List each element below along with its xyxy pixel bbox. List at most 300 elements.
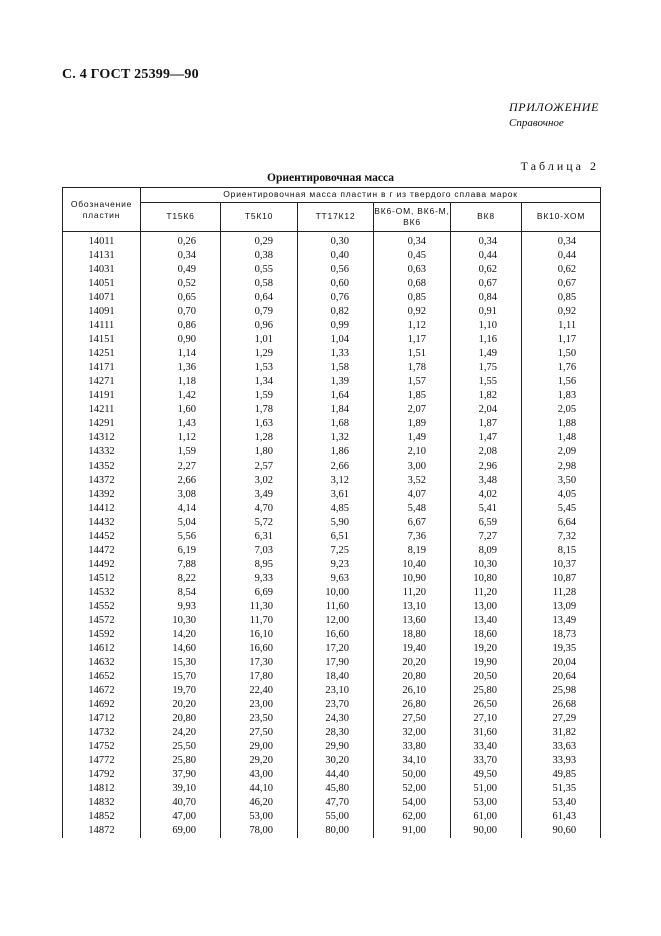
mass-value-cell: 0,79 [221,305,298,319]
mass-value-cell: 1,29 [221,347,298,361]
plate-code-cell: 14852 [63,810,141,824]
mass-value-cell: 11,20 [451,586,522,600]
mass-value-cell: 24,30 [298,712,374,726]
mass-value-cell: 46,20 [221,796,298,810]
mass-value-cell: 7,36 [374,530,451,544]
mass-value-cell: 3,02 [221,474,298,488]
plate-code-cell: 14271 [63,375,141,389]
mass-value-cell: 16,10 [221,628,298,642]
mass-value-cell: 1,63 [221,417,298,431]
mass-value-cell: 25,98 [522,684,601,698]
mass-value-cell: 22,40 [221,684,298,698]
mass-value-cell: 16,60 [221,642,298,656]
mass-value-cell: 0,58 [221,277,298,291]
mass-value-cell: 1,49 [451,347,522,361]
mass-value-cell: 1,39 [298,375,374,389]
mass-value-cell: 1,11 [522,319,601,333]
mass-value-cell: 6,64 [522,516,601,530]
mass-value-cell: 2,05 [522,403,601,417]
mass-value-cell: 0,85 [522,291,601,305]
mass-value-cell: 4,14 [141,502,221,516]
table-row [63,740,601,754]
mass-value-cell: 9,33 [221,572,298,586]
plate-code-cell: 14512 [63,572,141,586]
mass-value-cell: 25,80 [141,754,221,768]
mass-value-cell: 0,52 [141,277,221,291]
mass-value-cell: 16,60 [298,628,374,642]
mass-value-cell: 49,85 [522,768,601,782]
table-row [63,558,601,572]
mass-value-cell: 20,64 [522,670,601,684]
mass-value-cell: 62,00 [374,810,451,824]
mass-value-cell: 31,60 [451,726,522,740]
mass-value-cell: 7,25 [298,544,374,558]
plate-code-cell: 14692 [63,698,141,712]
mass-value-cell: 11,20 [374,586,451,600]
mass-value-cell: 0,62 [522,263,601,277]
mass-value-cell: 1,51 [374,347,451,361]
mass-value-cell: 18,73 [522,628,601,642]
table-row [63,361,601,375]
mass-value-cell: 17,90 [298,656,374,670]
mass-value-cell: 1,17 [522,333,601,347]
plate-code-cell: 14772 [63,754,141,768]
mass-value-cell: 23,70 [298,698,374,712]
mass-value-cell: 33,93 [522,754,601,768]
mass-value-cell: 20,20 [374,656,451,670]
mass-value-cell: 2,04 [451,403,522,417]
mass-value-cell: 53,00 [451,796,522,810]
table-row [63,698,601,712]
mass-value-cell: 19,35 [522,642,601,656]
mass-value-cell: 1,43 [141,417,221,431]
table-row [63,263,601,277]
mass-value-cell: 30,20 [298,754,374,768]
mass-value-cell: 1,88 [522,417,601,431]
mass-value-cell: 5,56 [141,530,221,544]
plate-code-cell: 14091 [63,305,141,319]
plate-code-cell: 14612 [63,642,141,656]
mass-value-cell: 1,10 [451,319,522,333]
mass-value-cell: 5,72 [221,516,298,530]
header-grade: Т5К10 [221,202,298,231]
mass-value-cell: 28,30 [298,726,374,740]
mass-value-cell: 10,00 [298,586,374,600]
mass-value-cell: 0,63 [374,263,451,277]
mass-value-cell: 11,30 [221,600,298,614]
mass-value-cell: 0,34 [451,232,522,250]
mass-value-cell: 5,90 [298,516,374,530]
table-row [63,572,601,586]
plate-code-cell: 14332 [63,445,141,459]
plate-code-cell: 14011 [63,232,141,250]
mass-value-cell: 33,40 [451,740,522,754]
mass-value-cell: 6,59 [451,516,522,530]
mass-value-cell: 3,00 [374,460,451,474]
mass-value-cell: 0,34 [141,249,221,263]
appendix-label [509,100,599,129]
table-row [63,614,601,628]
plate-code-cell: 14312 [63,431,141,445]
mass-value-cell: 1,17 [374,333,451,347]
mass-value-cell: 8,09 [451,544,522,558]
plate-code-cell: 14632 [63,656,141,670]
mass-value-cell: 0,84 [451,291,522,305]
mass-value-cell: 0,56 [298,263,374,277]
mass-value-cell: 33,80 [374,740,451,754]
mass-value-cell: 1,82 [451,389,522,403]
table-row [63,249,601,263]
mass-value-cell: 18,40 [298,670,374,684]
mass-value-cell: 1,84 [298,403,374,417]
table-row [63,417,601,431]
mass-value-cell: 26,68 [522,698,601,712]
mass-value-cell: 25,50 [141,740,221,754]
header-grade: ВК6-ОМ, ВК6-М, ВК6 [374,202,451,231]
mass-value-cell: 4,70 [221,502,298,516]
mass-value-cell: 29,20 [221,754,298,768]
mass-value-cell: 31,82 [522,726,601,740]
mass-value-cell: 24,20 [141,726,221,740]
mass-value-cell: 0,92 [374,305,451,319]
table-row [63,782,601,796]
table-row [63,824,601,838]
mass-value-cell: 33,70 [451,754,522,768]
plate-code-cell: 14792 [63,768,141,782]
plate-code-cell: 14251 [63,347,141,361]
mass-value-cell: 1,47 [451,431,522,445]
mass-value-cell: 0,86 [141,319,221,333]
mass-value-cell: 0,62 [451,263,522,277]
table-row [63,684,601,698]
table-number: Таблица 2 [520,159,599,173]
plate-code-cell: 14652 [63,670,141,684]
mass-value-cell: 3,12 [298,474,374,488]
mass-value-cell: 2,08 [451,445,522,459]
mass-value-cell: 0,30 [298,232,374,250]
plate-code-cell: 14051 [63,277,141,291]
mass-value-cell: 0,65 [141,291,221,305]
mass-value-cell: 7,32 [522,530,601,544]
mass-value-cell: 19,90 [451,656,522,670]
mass-value-cell: 3,50 [522,474,601,488]
table-row [63,403,601,417]
mass-value-cell: 1,18 [141,375,221,389]
mass-value-cell: 15,30 [141,656,221,670]
mass-value-cell: 0,91 [451,305,522,319]
mass-value-cell: 32,00 [374,726,451,740]
plate-code-cell: 14171 [63,361,141,375]
mass-value-cell: 14,20 [141,628,221,642]
mass-value-cell: 1,75 [451,361,522,375]
table-row [63,516,601,530]
mass-value-cell: 61,43 [522,810,601,824]
mass-value-cell: 0,26 [141,232,221,250]
plate-code-cell: 14372 [63,474,141,488]
table-body [63,232,601,839]
table-row [63,431,601,445]
mass-value-cell: 0,44 [522,249,601,263]
mass-value-cell: 1,89 [374,417,451,431]
mass-value-cell: 6,67 [374,516,451,530]
mass-value-cell: 45,80 [298,782,374,796]
mass-value-cell: 0,40 [298,249,374,263]
table-row [63,232,601,250]
mass-value-cell: 0,34 [374,232,451,250]
mass-value-cell: 69,00 [141,824,221,838]
mass-value-cell: 0,85 [374,291,451,305]
plate-code-cell: 14151 [63,333,141,347]
plate-code-cell: 14472 [63,544,141,558]
plate-code-cell: 14191 [63,389,141,403]
mass-value-cell: 55,00 [298,810,374,824]
plate-code-cell: 14031 [63,263,141,277]
mass-value-cell: 0,67 [522,277,601,291]
mass-value-cell: 4,07 [374,488,451,502]
mass-value-cell: 7,88 [141,558,221,572]
mass-value-cell: 20,04 [522,656,601,670]
mass-value-cell: 1,36 [141,361,221,375]
mass-value-cell: 80,00 [298,824,374,838]
mass-value-cell: 1,68 [298,417,374,431]
mass-value-cell: 2,66 [141,474,221,488]
mass-value-cell: 0,68 [374,277,451,291]
table-row [63,277,601,291]
plate-code-cell: 14712 [63,712,141,726]
mass-value-cell: 1,87 [451,417,522,431]
header-group: Ориентировочная масса пластин в г из твердого сплава марок [141,188,601,203]
mass-value-cell: 9,23 [298,558,374,572]
mass-value-cell: 26,50 [451,698,522,712]
plate-code-cell: 14572 [63,614,141,628]
appendix-title: ПРИЛОЖЕНИЕ [509,100,599,114]
mass-value-cell: 27,50 [221,726,298,740]
mass-value-cell: 0,92 [522,305,601,319]
table-row [63,333,601,347]
mass-value-cell: 0,76 [298,291,374,305]
mass-value-cell: 2,09 [522,445,601,459]
mass-value-cell: 1,34 [221,375,298,389]
mass-value-cell: 11,60 [298,600,374,614]
mass-table [62,187,601,838]
mass-value-cell: 0,34 [522,232,601,250]
table-row [63,389,601,403]
plate-code-cell: 14111 [63,319,141,333]
mass-value-cell: 6,69 [221,586,298,600]
mass-value-cell: 10,30 [451,558,522,572]
mass-value-cell: 1,64 [298,389,374,403]
mass-value-cell: 44,40 [298,768,374,782]
mass-value-cell: 0,55 [221,263,298,277]
header-grade: Т15К6 [141,202,221,231]
mass-value-cell: 33,63 [522,740,601,754]
mass-value-cell: 10,30 [141,614,221,628]
mass-value-cell: 13,00 [451,600,522,614]
mass-value-cell: 13,40 [451,614,522,628]
mass-value-cell: 0,82 [298,305,374,319]
mass-value-cell: 37,90 [141,768,221,782]
mass-value-cell: 0,67 [451,277,522,291]
plate-code-cell: 14432 [63,516,141,530]
mass-value-cell: 12,00 [298,614,374,628]
mass-value-cell: 20,80 [374,670,451,684]
mass-value-cell: 10,40 [374,558,451,572]
mass-value-cell: 10,80 [451,572,522,586]
mass-value-cell: 1,60 [141,403,221,417]
table-row [63,586,601,600]
mass-value-cell: 4,05 [522,488,601,502]
plate-code-cell: 14532 [63,586,141,600]
header-grade: ВК10-ХОМ [522,202,601,231]
mass-value-cell: 4,85 [298,502,374,516]
mass-value-cell: 3,48 [451,474,522,488]
mass-value-cell: 1,76 [522,361,601,375]
mass-value-cell: 18,60 [451,628,522,642]
mass-value-cell: 8,54 [141,586,221,600]
mass-value-cell: 2,98 [522,460,601,474]
mass-value-cell: 13,49 [522,614,601,628]
table-row [63,445,601,459]
mass-value-cell: 90,60 [522,824,601,838]
mass-value-cell: 1,53 [221,361,298,375]
mass-value-cell: 1,59 [221,389,298,403]
mass-value-cell: 1,78 [374,361,451,375]
mass-value-cell: 1,55 [451,375,522,389]
mass-value-cell: 1,16 [451,333,522,347]
table-title: Ориентировочная масса [267,172,394,184]
mass-value-cell: 2,10 [374,445,451,459]
plate-code-cell: 14552 [63,600,141,614]
page-header: С. 4 ГОСТ 25399—90 [62,67,199,82]
mass-value-cell: 90,00 [451,824,522,838]
header-designation: Обозначение пластин [63,188,141,232]
mass-value-cell: 25,80 [451,684,522,698]
mass-value-cell: 78,00 [221,824,298,838]
mass-value-cell: 8,95 [221,558,298,572]
mass-value-cell: 2,27 [141,460,221,474]
mass-value-cell: 3,08 [141,488,221,502]
mass-value-cell: 51,00 [451,782,522,796]
mass-value-cell: 0,45 [374,249,451,263]
mass-value-cell: 5,48 [374,502,451,516]
table-row [63,810,601,824]
plate-code-cell: 14592 [63,628,141,642]
mass-value-cell: 7,03 [221,544,298,558]
mass-value-cell: 7,27 [451,530,522,544]
mass-value-cell: 40,70 [141,796,221,810]
table-row [63,796,601,810]
plate-code-cell: 14732 [63,726,141,740]
mass-value-cell: 0,90 [141,333,221,347]
mass-value-cell: 47,70 [298,796,374,810]
plate-code-cell: 14392 [63,488,141,502]
mass-value-cell: 9,63 [298,572,374,586]
mass-value-cell: 26,80 [374,698,451,712]
table-row [63,305,601,319]
table-row [63,460,601,474]
mass-value-cell: 23,50 [221,712,298,726]
table-row [63,530,601,544]
mass-value-cell: 20,80 [141,712,221,726]
mass-value-cell: 1,78 [221,403,298,417]
mass-value-cell: 39,10 [141,782,221,796]
mass-value-cell: 3,52 [374,474,451,488]
table-row [63,712,601,726]
table-row [63,642,601,656]
mass-value-cell: 8,22 [141,572,221,586]
mass-value-cell: 27,50 [374,712,451,726]
plate-code-cell: 14492 [63,558,141,572]
mass-value-cell: 0,96 [221,319,298,333]
mass-value-cell: 19,70 [141,684,221,698]
table-row [63,291,601,305]
mass-value-cell: 6,31 [221,530,298,544]
mass-value-cell: 10,37 [522,558,601,572]
mass-value-cell: 1,12 [141,431,221,445]
mass-value-cell: 34,10 [374,754,451,768]
plate-code-cell: 14452 [63,530,141,544]
mass-value-cell: 10,90 [374,572,451,586]
mass-value-cell: 1,59 [141,445,221,459]
table-row [63,347,601,361]
mass-value-cell: 1,04 [298,333,374,347]
mass-value-cell: 29,90 [298,740,374,754]
mass-value-cell: 5,04 [141,516,221,530]
mass-value-cell: 17,30 [221,656,298,670]
mass-value-cell: 29,00 [221,740,298,754]
mass-value-cell: 1,56 [522,375,601,389]
mass-value-cell: 1,50 [522,347,601,361]
mass-value-cell: 14,60 [141,642,221,656]
plate-code-cell: 14812 [63,782,141,796]
mass-value-cell: 47,00 [141,810,221,824]
mass-value-cell: 0,70 [141,305,221,319]
table-row [63,768,601,782]
table-row [63,656,601,670]
mass-value-cell: 2,57 [221,460,298,474]
mass-value-cell: 1,12 [374,319,451,333]
mass-value-cell: 1,48 [522,431,601,445]
mass-value-cell: 5,41 [451,502,522,516]
mass-value-cell: 8,15 [522,544,601,558]
mass-value-cell: 23,10 [298,684,374,698]
mass-value-cell: 1,42 [141,389,221,403]
mass-value-cell: 0,29 [221,232,298,250]
mass-value-cell: 17,20 [298,642,374,656]
plate-code-cell: 14832 [63,796,141,810]
appendix-subtitle: Справочное [509,117,564,129]
mass-value-cell: 10,87 [522,572,601,586]
table-row [63,502,601,516]
mass-value-cell: 0,38 [221,249,298,263]
mass-value-cell: 49,50 [451,768,522,782]
mass-value-cell: 3,61 [298,488,374,502]
mass-value-cell: 27,29 [522,712,601,726]
mass-value-cell: 61,00 [451,810,522,824]
mass-value-cell: 52,00 [374,782,451,796]
mass-value-cell: 1,85 [374,389,451,403]
mass-value-cell: 11,28 [522,586,601,600]
header-grade: ВК8 [451,202,522,231]
mass-value-cell: 53,00 [221,810,298,824]
table-row [63,488,601,502]
table-row [63,319,601,333]
plate-code-cell: 14291 [63,417,141,431]
mass-value-cell: 0,99 [298,319,374,333]
mass-value-cell: 1,57 [374,375,451,389]
plate-code-cell: 14872 [63,824,141,838]
table-row [63,754,601,768]
